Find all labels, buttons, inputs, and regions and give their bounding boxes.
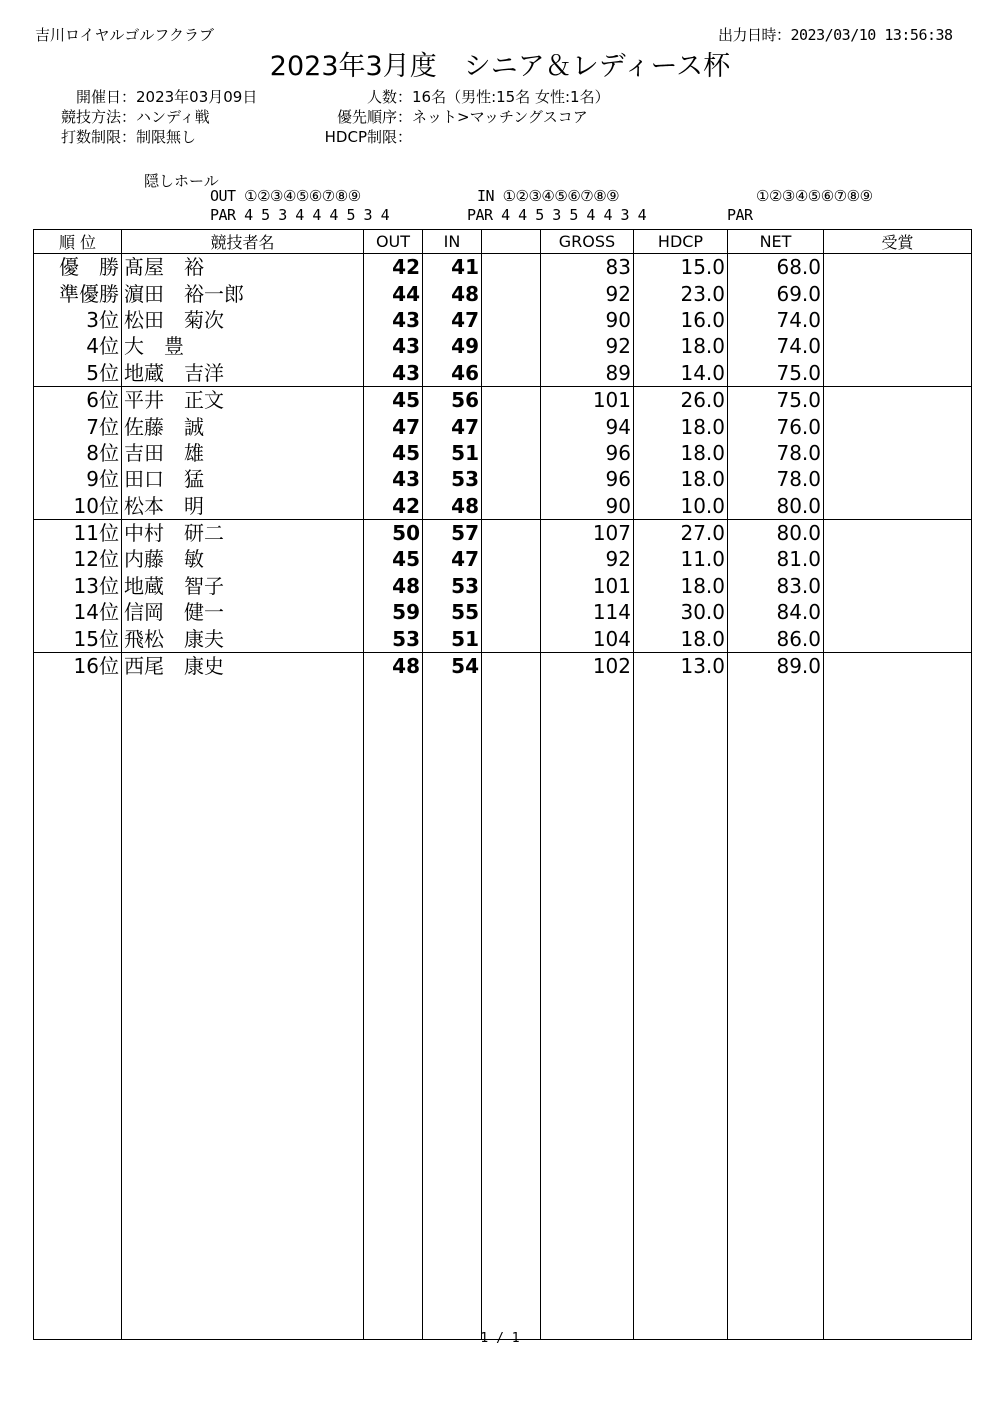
results-table (33, 229, 972, 1340)
info-people-value: 16名（男性:15名 女性:1名） (412, 88, 610, 106)
cell-in: 51 (423, 625, 482, 652)
cell-empty (824, 679, 972, 1340)
cell-gross: 96 (541, 466, 634, 492)
cell-gross: 83 (541, 254, 634, 281)
cell-in: 47 (423, 413, 482, 439)
cell-rank: 8位 (34, 440, 122, 466)
cell-name: 髙屋 裕 (122, 254, 364, 281)
cell-empty (34, 679, 122, 1340)
info-date (40, 86, 257, 107)
cell-rank: 3位 (34, 307, 122, 333)
cell-name: 佐藤 誠 (122, 413, 364, 439)
cell-out: 45 (364, 386, 423, 413)
cell-name: 平井 正文 (122, 386, 364, 413)
cell-award (824, 493, 972, 520)
cell-empty (364, 679, 423, 1340)
cell-empty (634, 679, 728, 1340)
cell-name: 地蔵 吉洋 (122, 360, 364, 387)
cell-net: 76.0 (728, 413, 824, 439)
cell-award (824, 333, 972, 359)
cell-rank: 13位 (34, 573, 122, 599)
cell-hdcp: 18.0 (634, 440, 728, 466)
table-header-row (34, 230, 972, 254)
table-row (34, 360, 972, 387)
cell-blank (482, 466, 541, 492)
cell-rank: 12位 (34, 546, 122, 572)
cell-gross: 114 (541, 599, 634, 625)
cell-net: 75.0 (728, 360, 824, 387)
cell-name: 中村 研二 (122, 519, 364, 546)
cell-name: 田口 猛 (122, 466, 364, 492)
col-rank: 順 位 (34, 230, 122, 254)
cell-hdcp: 10.0 (634, 493, 728, 520)
info-format (40, 106, 210, 127)
cell-gross: 94 (541, 413, 634, 439)
info-priority (300, 106, 588, 127)
table-row (34, 493, 972, 520)
cell-blank (482, 519, 541, 546)
table-row (34, 652, 972, 679)
cell-blank (482, 333, 541, 359)
cell-name: 濵田 裕一郎 (122, 280, 364, 306)
cell-hdcp: 11.0 (634, 546, 728, 572)
cell-gross: 102 (541, 652, 634, 679)
cell-rank: 6位 (34, 386, 122, 413)
col-hdcp: HDCP (634, 230, 728, 254)
cell-hdcp: 14.0 (634, 360, 728, 387)
cell-net: 80.0 (728, 493, 824, 520)
cell-hdcp: 30.0 (634, 599, 728, 625)
cell-in: 46 (423, 360, 482, 387)
col-net: NET (728, 230, 824, 254)
info-date-value: 2023年03月09日 (136, 88, 258, 106)
cell-empty (122, 679, 364, 1340)
info-stroke-label: 打数制限： (60, 128, 136, 146)
cell-rank: 4位 (34, 333, 122, 359)
cell-out: 42 (364, 493, 423, 520)
page-number: 1 / 1 (480, 1331, 520, 1346)
cell-name: 西尾 康史 (122, 652, 364, 679)
hidden-holes-label: 隠しホール (144, 172, 219, 190)
hidden-holes-in-par: PAR 4 4 5 3 5 4 4 3 4 (467, 206, 647, 224)
info-people-label: 人数： (366, 88, 412, 106)
cell-hdcp: 15.0 (634, 254, 728, 281)
cell-blank (482, 386, 541, 413)
cell-in: 48 (423, 493, 482, 520)
col-award: 受賞 (824, 230, 972, 254)
table-filler-row (34, 679, 972, 1340)
cell-blank (482, 360, 541, 387)
col-in: IN (423, 230, 482, 254)
cell-award (824, 625, 972, 652)
cell-gross: 90 (541, 307, 634, 333)
cell-award (824, 307, 972, 333)
cell-hdcp: 27.0 (634, 519, 728, 546)
cell-gross: 101 (541, 573, 634, 599)
cell-gross: 90 (541, 493, 634, 520)
info-format-value: ハンディ戦 (136, 108, 210, 126)
cell-name: 松田 菊次 (122, 307, 364, 333)
cell-award (824, 573, 972, 599)
cell-in: 57 (423, 519, 482, 546)
cell-gross: 101 (541, 386, 634, 413)
cell-blank (482, 546, 541, 572)
table-row (34, 546, 972, 572)
cell-gross: 107 (541, 519, 634, 546)
info-priority-value: ネット>マッチングスコア (412, 108, 588, 126)
cell-hdcp: 18.0 (634, 466, 728, 492)
cell-out: 50 (364, 519, 423, 546)
table-row (34, 625, 972, 652)
cell-net: 81.0 (728, 546, 824, 572)
cell-net: 74.0 (728, 307, 824, 333)
cell-in: 53 (423, 466, 482, 492)
cell-blank (482, 307, 541, 333)
cell-rank: 14位 (34, 599, 122, 625)
info-people (300, 86, 610, 107)
cell-hdcp: 18.0 (634, 625, 728, 652)
hidden-holes-total-par: PAR (727, 206, 753, 224)
cell-out: 45 (364, 440, 423, 466)
cell-in: 48 (423, 280, 482, 306)
table-row (34, 386, 972, 413)
cell-out: 43 (364, 466, 423, 492)
cell-out: 42 (364, 254, 423, 281)
cell-net: 68.0 (728, 254, 824, 281)
cell-award (824, 466, 972, 492)
cell-blank (482, 652, 541, 679)
cell-hdcp: 18.0 (634, 333, 728, 359)
info-hdcp-limit (300, 126, 412, 147)
table-row (34, 573, 972, 599)
cell-empty (423, 679, 482, 1340)
cell-award (824, 519, 972, 546)
cell-gross: 89 (541, 360, 634, 387)
cell-blank (482, 413, 541, 439)
cell-empty (541, 679, 634, 1340)
table-row (34, 333, 972, 359)
cell-out: 44 (364, 280, 423, 306)
col-blank (482, 230, 541, 254)
cell-gross: 92 (541, 333, 634, 359)
cell-out: 48 (364, 573, 423, 599)
page-title: 2023年3月度 シニア＆レディース杯 (269, 51, 731, 82)
cell-net: 80.0 (728, 519, 824, 546)
info-stroke-limit (40, 126, 196, 147)
table-row (34, 599, 972, 625)
hidden-holes-out-par: PAR 4 5 3 4 4 4 5 3 4 (210, 206, 390, 224)
table-row (34, 307, 972, 333)
cell-in: 41 (423, 254, 482, 281)
cell-net: 89.0 (728, 652, 824, 679)
cell-hdcp: 23.0 (634, 280, 728, 306)
info-date-label: 開催日： (75, 88, 136, 106)
info-priority-label: 優先順序： (336, 108, 412, 126)
cell-award (824, 254, 972, 281)
cell-in: 47 (423, 546, 482, 572)
cell-blank (482, 625, 541, 652)
table-row (34, 519, 972, 546)
table-row (34, 254, 972, 281)
cell-name: 吉田 雄 (122, 440, 364, 466)
cell-out: 59 (364, 599, 423, 625)
cell-name: 飛松 康夫 (122, 625, 364, 652)
table-row (34, 466, 972, 492)
cell-out: 43 (364, 360, 423, 387)
cell-award (824, 546, 972, 572)
cell-empty (728, 679, 824, 1340)
cell-name: 大 豊 (122, 333, 364, 359)
table-row (34, 413, 972, 439)
cell-hdcp: 16.0 (634, 307, 728, 333)
cell-net: 84.0 (728, 599, 824, 625)
cell-gross: 92 (541, 280, 634, 306)
cell-award (824, 386, 972, 413)
cell-hdcp: 26.0 (634, 386, 728, 413)
cell-net: 69.0 (728, 280, 824, 306)
cell-rank: 5位 (34, 360, 122, 387)
cell-net: 83.0 (728, 573, 824, 599)
cell-gross: 92 (541, 546, 634, 572)
table-row (34, 440, 972, 466)
cell-in: 51 (423, 440, 482, 466)
cell-in: 56 (423, 386, 482, 413)
cell-rank: 優 勝 (34, 254, 122, 281)
cell-award (824, 652, 972, 679)
cell-rank: 準優勝 (34, 280, 122, 306)
cell-out: 43 (364, 333, 423, 359)
cell-hdcp: 18.0 (634, 413, 728, 439)
cell-rank: 10位 (34, 493, 122, 520)
cell-name: 内藤 敏 (122, 546, 364, 572)
cell-net: 78.0 (728, 466, 824, 492)
cell-net: 75.0 (728, 386, 824, 413)
cell-award (824, 413, 972, 439)
cell-blank (482, 254, 541, 281)
cell-in: 47 (423, 307, 482, 333)
cell-out: 53 (364, 625, 423, 652)
hidden-holes-out: OUT ①②③④⑤⑥⑦⑧⑨ (210, 187, 361, 205)
cell-empty (482, 679, 541, 1340)
cell-in: 55 (423, 599, 482, 625)
cell-hdcp: 18.0 (634, 573, 728, 599)
cell-out: 45 (364, 546, 423, 572)
cell-blank (482, 573, 541, 599)
cell-rank: 7位 (34, 413, 122, 439)
cell-in: 53 (423, 573, 482, 599)
cell-net: 78.0 (728, 440, 824, 466)
cell-blank (482, 280, 541, 306)
cell-award (824, 599, 972, 625)
col-out: OUT (364, 230, 423, 254)
info-hdcp-label: HDCP制限： (324, 128, 412, 146)
club-name: 吉川ロイヤルゴルフクラブ (35, 26, 214, 44)
cell-blank (482, 440, 541, 466)
hidden-holes-in: IN ①②③④⑤⑥⑦⑧⑨ (477, 187, 620, 205)
cell-net: 86.0 (728, 625, 824, 652)
cell-rank: 15位 (34, 625, 122, 652)
cell-in: 49 (423, 333, 482, 359)
printed-timestamp: 出力日時：2023/03/10 13:56:38 (718, 26, 953, 44)
hidden-holes-total: ①②③④⑤⑥⑦⑧⑨ (756, 187, 873, 205)
cell-blank (482, 493, 541, 520)
cell-out: 47 (364, 413, 423, 439)
cell-name: 松本 明 (122, 493, 364, 520)
cell-award (824, 360, 972, 387)
table-row (34, 280, 972, 306)
cell-rank: 16位 (34, 652, 122, 679)
info-format-label: 競技方法： (60, 108, 136, 126)
cell-award (824, 440, 972, 466)
cell-blank (482, 599, 541, 625)
cell-rank: 9位 (34, 466, 122, 492)
cell-in: 54 (423, 652, 482, 679)
cell-gross: 104 (541, 625, 634, 652)
cell-name: 信岡 健一 (122, 599, 364, 625)
col-gross: GROSS (541, 230, 634, 254)
info-stroke-value: 制限無し (136, 128, 197, 146)
cell-gross: 96 (541, 440, 634, 466)
cell-award (824, 280, 972, 306)
cell-rank: 11位 (34, 519, 122, 546)
cell-net: 74.0 (728, 333, 824, 359)
cell-out: 43 (364, 307, 423, 333)
cell-out: 48 (364, 652, 423, 679)
cell-name: 地蔵 智子 (122, 573, 364, 599)
cell-hdcp: 13.0 (634, 652, 728, 679)
col-name: 競技者名 (122, 230, 364, 254)
